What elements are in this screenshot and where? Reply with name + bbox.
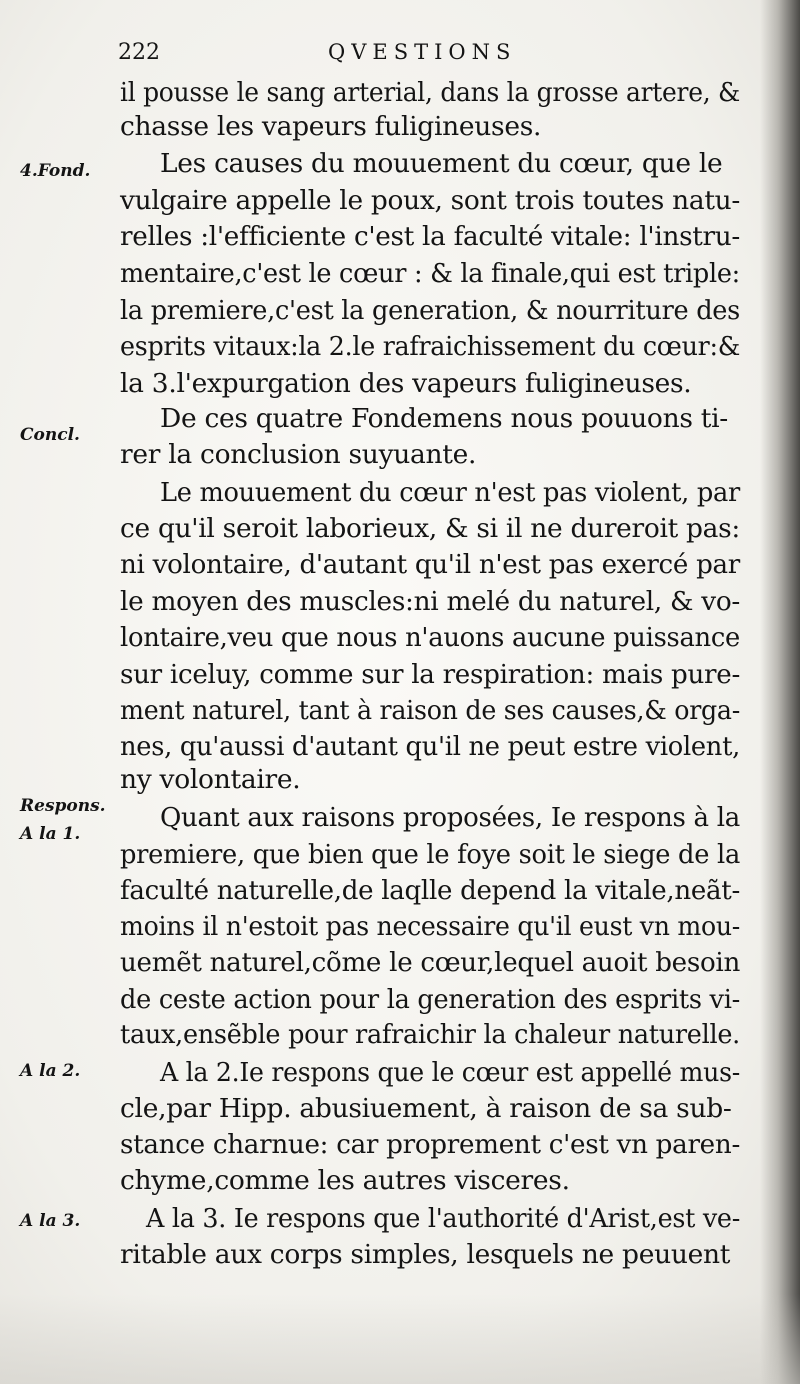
text-line: faculté naturelle,de laqlle depend la vitale,neãt- bbox=[120, 875, 740, 906]
text-line: mentaire,c'est le cœur : & la finale,qui est triple: bbox=[120, 258, 740, 289]
page-number: 222 bbox=[118, 40, 160, 65]
text-line: le moyen des muscles:ni melé du naturel, & vo- bbox=[120, 586, 740, 617]
text-line: A la 2.Ie respons que le cœur est appellé mus- bbox=[160, 1057, 740, 1088]
text-line: stance charnue: car proprement c'est vn paren- bbox=[120, 1129, 740, 1160]
text-line: chasse les vapeurs fuligineuses. bbox=[120, 111, 542, 142]
text-line: premiere, que bien que le foye soit le siege de la bbox=[120, 839, 740, 870]
text-line: la premiere,c'est la generation, & nourriture des bbox=[120, 295, 740, 326]
text-line: ment naturel, tant à raison de ses causes,& orga- bbox=[120, 695, 740, 726]
book-spine-shadow bbox=[760, 0, 800, 1384]
margin-note-concl: Concl. bbox=[20, 425, 80, 445]
margin-note-a-la-2: A la 2. bbox=[20, 1061, 81, 1081]
text-line: moins il n'estoit pas necessaire qu'il eust vn mou- bbox=[120, 911, 740, 942]
page-bottom-shade bbox=[0, 1294, 800, 1384]
margin-note-fond: 4.Fond. bbox=[20, 161, 91, 181]
text-line: A la 3. Ie respons que l'authorité d'Arist,est ve- bbox=[146, 1203, 740, 1234]
text-line: uemẽt naturel,cõme le cœur,lequel auoit besoin bbox=[120, 947, 740, 978]
text-line: ritable aux corps simples, lesquels ne peuuent bbox=[120, 1239, 731, 1270]
text-line: Le mouuement du cœur n'est pas violent, par bbox=[160, 477, 740, 508]
text-line: sur iceluy, comme sur la respiration: mais pure- bbox=[120, 659, 740, 690]
text-line: esprits vitaux:la 2.le rafraichissement du cœur:& bbox=[120, 331, 740, 362]
text-line: nes, qu'aussi d'autant qu'il ne peut estre violent, bbox=[120, 731, 740, 762]
text-line: lontaire,veu que nous n'auons aucune puissance bbox=[120, 622, 740, 653]
margin-note-a-la-1: A la 1. bbox=[20, 824, 81, 844]
text-line: ce qu'il seroit laborieux, & si il ne dureroit pas: bbox=[120, 513, 740, 544]
text-line: vulgaire appelle le poux, sont trois toutes natu- bbox=[120, 185, 740, 216]
margin-note-a-la-3: A la 3. bbox=[20, 1211, 81, 1231]
text-line: Quant aux raisons proposées, Ie respons à la bbox=[160, 802, 740, 833]
text-line: rer la conclusion suyuante. bbox=[120, 439, 477, 470]
text-line: chyme,comme les autres visceres. bbox=[120, 1165, 570, 1196]
text-line: la 3.l'expurgation des vapeurs fuligineuses. bbox=[120, 368, 692, 399]
text-line: relles :l'efficiente c'est la faculté vitale: l'instru- bbox=[120, 221, 740, 252]
text-line: ni volontaire, d'autant qu'il n'est pas exercé par bbox=[120, 549, 740, 580]
text-line: cle,par Hipp. abusiuement, à raison de sa sub- bbox=[120, 1093, 732, 1124]
text-line: ny volontaire. bbox=[120, 764, 301, 795]
margin-note-respons: Respons. bbox=[20, 796, 106, 816]
text-line: il pousse le sang arterial, dans la grosse artere, & bbox=[120, 77, 740, 108]
text-line: taux,ensẽble pour rafraichir la chaleur naturelle. bbox=[120, 1019, 740, 1050]
text-line: de ceste action pour la generation des esprits vi- bbox=[120, 984, 740, 1015]
text-line: Les causes du mouuement du cœur, que le bbox=[160, 148, 723, 179]
text-line: De ces quatre Fondemens nous pouuons ti- bbox=[160, 403, 728, 434]
running-title: QVESTIONS bbox=[328, 40, 517, 64]
running-header bbox=[118, 40, 598, 70]
